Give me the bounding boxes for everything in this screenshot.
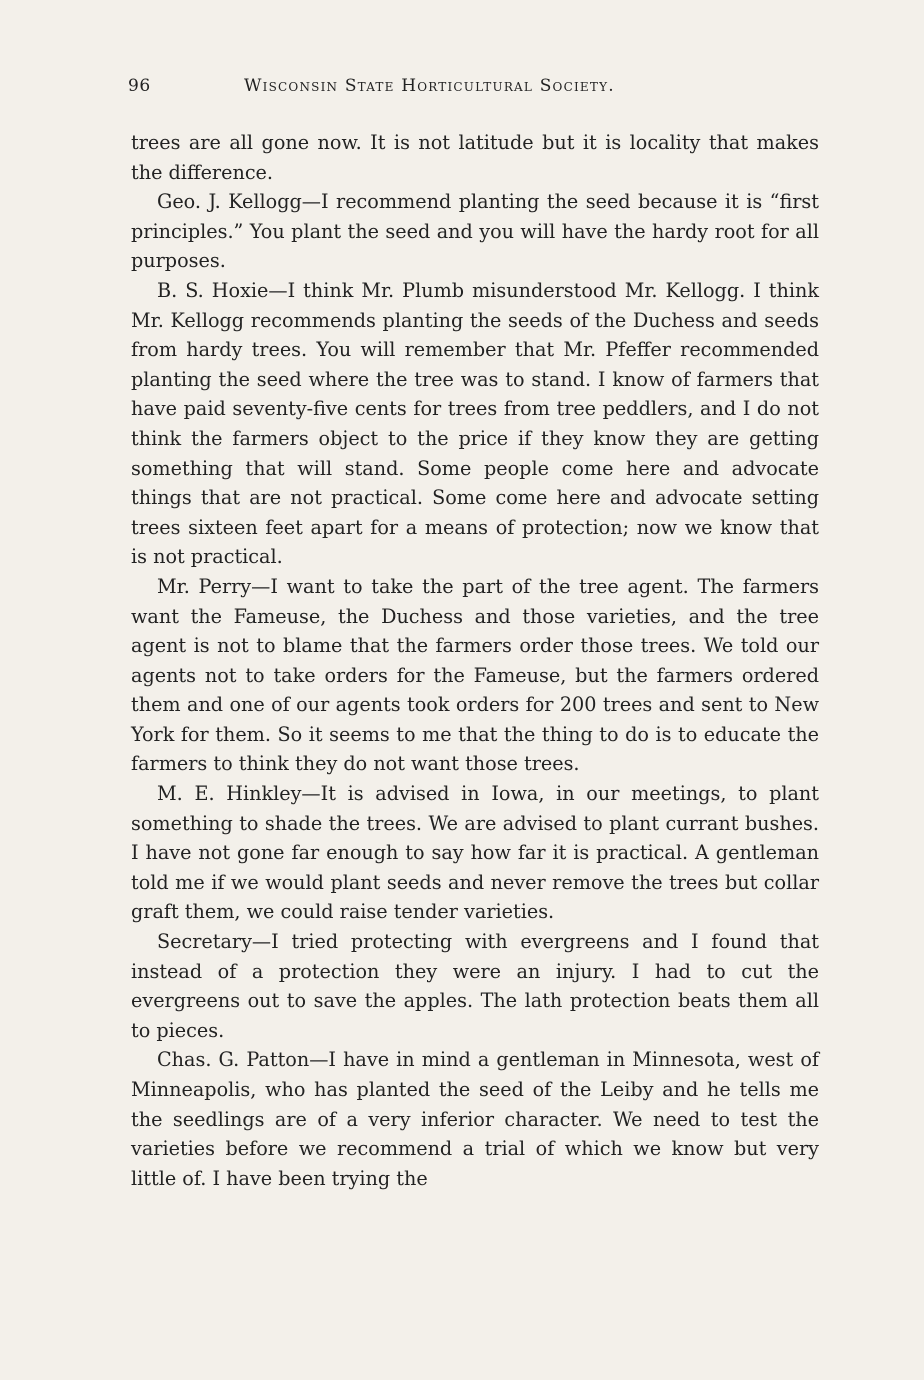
paragraph-kellogg: Geo. J. Kellogg—I recommend planting the seed because it is “first principles.” You plant the seed and you will have the hardy root for all purposes. [131, 190, 819, 273]
paragraph-patton: Chas. G. Patton—I have in mind a gentleman in Minnesota, west of Minneapolis, who has planted the seed of the Leiby and he tells me the seedlings are of a very inferior character. We need to test the varieties before we recommend a trial of which we know but very little of. I have been trying the [131, 1048, 819, 1190]
body-text [131, 128, 819, 1193]
paragraph-perry: Mr. Perry—I want to take the part of the tree agent. The farmers want the Fameuse, the Duchess and those varieties, and the tree agent is not to blame that the farmers order those trees. We told our agents not to take orders for the Fameuse, but the farmers ordered them and one of our agents took orders for 200 trees and sent to New York for them. So it seems to me that the thing to do is to educate the farmers to think they do not want those trees. [131, 574, 819, 776]
paragraph-hinkley: M. E. Hinkley—It is advised in Iowa, in our meetings, to plant something to shade the trees. We are advised to plant currant bushes. I have not gone far enough to say how far it is practical. A gentleman told me if we would plant seeds and never remove the trees but collar graft them, we could raise tender varieties. [131, 782, 819, 924]
running-title: Wisconsin State Horticultural Society. [244, 76, 615, 96]
paragraph-secretary: Secretary—I tried protecting with evergreens and I found that instead of a protection they were an injury. I had to cut the evergreens out to save the apples. The lath protection beats them all to pieces. [131, 930, 819, 1042]
page-number: 96 [128, 76, 151, 96]
paragraph-hoxie: B. S. Hoxie—I think Mr. Plumb misunderstood Mr. Kellogg. I think Mr. Kellogg recommends planting the seeds of the Duchess and seeds from hardy trees. You will remember that Mr. Pfeffer recommended planting the seed where the tree was to stand. I know of farmers that have paid seventy-five cents for trees from tree peddlers, and I do not think the farmers object to the price if they know they are getting something that will stand. Some people come here and advocate things that are not practical. Some come here and advocate setting trees sixteen feet apart for a means of protection; now we know that is not practical. [131, 278, 819, 569]
paragraph-continuation: trees are all gone now. It is not latitude but it is locality that makes the difference. [131, 131, 819, 184]
page-header [128, 76, 720, 106]
